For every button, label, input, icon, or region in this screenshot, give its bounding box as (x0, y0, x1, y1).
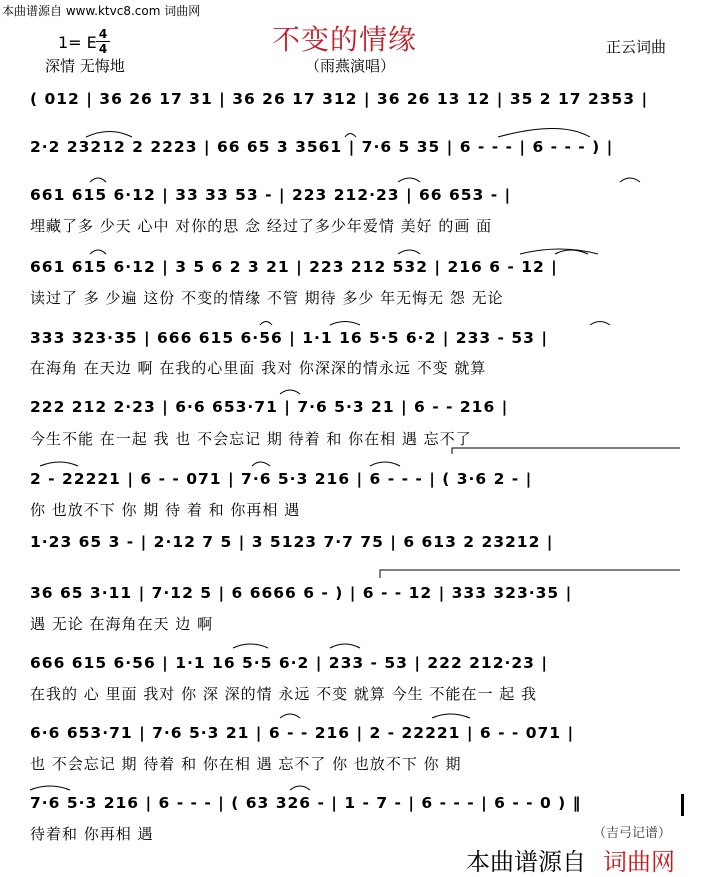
time-denominator: 4 (98, 42, 108, 56)
slur-arc (398, 178, 420, 182)
score-row-5-notes: 333 323·35 | 666 615 6·56 | 1·1 16 5·5 6·2 | 233 - 53 | (30, 329, 549, 347)
score-row-10-lyrics: 在我的 心 里面 我对 你 深 深的情 永远 不变 就算 今生 不能在一 起 我 (30, 685, 537, 703)
score-row-3-lyrics: 埋藏了多 少天 心中 对你的思 念 经过了多少年爱情 美好 的画 面 (30, 217, 493, 235)
performance-mood: 深情 无悔地 (45, 57, 125, 75)
volta-1-bracket (452, 448, 680, 454)
score-row-4-lyrics: 读过了 多 少遍 这份 不变的情缘 不管 期待 多少 年无悔无 怨 无论 (30, 289, 504, 307)
slur-arc (40, 462, 78, 466)
score-row-7-notes: 2 - 22221 | 6 - - 071 | 7·6 5·3 216 | 6 - - - | ( 3·6 2 - | (30, 470, 533, 488)
slur-arc (280, 390, 300, 394)
slur-arc (555, 250, 588, 254)
slur-arc (233, 644, 268, 648)
score-row-11-lyrics: 也 不会忘记 期 待着 和 你在相 遇 忘不了 你 也放不下 你 期 (30, 755, 462, 773)
footer-label: 本曲谱源自 (466, 848, 586, 876)
score-row-7-lyrics: 你 也放不下 你 期 待 着 和 你再相 遇 (30, 501, 301, 519)
song-title: 不变的情缘 (272, 23, 418, 56)
author-credit: 正云词曲 (606, 38, 667, 56)
slur-arc (345, 134, 356, 138)
score-row-12-lyrics: 待着和 你再相 遇 (30, 825, 154, 843)
volta-2-bracket (380, 570, 680, 578)
site-header: 本曲谱源自 www.ktvc8.com 词曲网 (2, 4, 201, 18)
slur-arc (330, 322, 360, 326)
slur-arc (398, 250, 420, 254)
score-row-6-lyrics: 今生不能 在一起 我 也 不会忘记 期 待着 和 你在相 遇 忘不了 (30, 430, 472, 448)
score-row-6-notes: 222 212 2·23 | 6·6 653·71 | 7·6 5·3 21 | 6 - - 216 | (30, 398, 509, 416)
score-row-8-notes: 1·23 65 3 - | 2·12 7 5 | 3 5123 7·7 75 | 6 613 2 23212 | (30, 533, 554, 551)
tie-arc (498, 129, 590, 138)
slur-arc (520, 249, 598, 254)
score-row-3-notes: 661 615 6·12 | 33 33 53 - | 223 212·23 | 66 653 - | (30, 186, 512, 204)
time-signature (96, 28, 110, 55)
score-row-9-lyrics: 遇 无论 在海角在天 边 啊 (30, 615, 214, 633)
slur-arc (260, 322, 272, 326)
slur-arc (280, 714, 300, 718)
score-row-12-notes: 7·6 5·3 216 | 6 - - - | ( 63 326 - | 1 - 7 - | 6 - - - | 6 - - 0 ) ‖ (30, 794, 582, 812)
slur-arc (90, 250, 106, 254)
score-row-1-notes: ( 012 | 36 26 17 31 | 36 26 17 312 | 36 26 13 12 | 35 2 17 2353 | (30, 90, 649, 108)
singer-credit: （雨燕演唱） (305, 57, 396, 75)
slur-arc (290, 786, 310, 790)
score-row-9-notes: 36 65 3·11 | 7·12 5 | 6 6666 6 - ) | 6 - - 12 | 333 323·35 | (30, 584, 573, 602)
score-row-4-notes: 661 615 6·12 | 3 5 6 2 3 21 | 223 212 532 | 216 6 - 12 | (30, 258, 558, 276)
slur-arc (86, 132, 132, 138)
score-row-5-lyrics: 在海角 在天边 啊 在我的心里面 我对 你深深的情永远 不变 就算 (30, 359, 487, 377)
final-barline (681, 794, 684, 816)
key-signature: 1= E (58, 33, 97, 52)
slur-arc (370, 462, 400, 466)
transcriber-credit: （吉弓记谱） (593, 826, 672, 841)
slur-arc (90, 178, 106, 182)
slur-arc (330, 644, 360, 648)
slur-arc (30, 786, 70, 790)
slur-arc (432, 714, 470, 718)
slur-arc (620, 178, 640, 182)
slur-arc (590, 322, 610, 326)
time-numerator: 4 (98, 27, 108, 41)
footer-site-name: 词曲网 (603, 848, 675, 876)
score-row-10-notes: 666 615 6·56 | 1·1 16 5·5 6·2 | 233 - 53 | 222 212·23 | (30, 654, 549, 672)
slur-arc (252, 462, 270, 466)
score-row-2-notes: 2·2 23212 2 2223 | 66 65 3 3561 | 7·6 5 35 | 6 - - - | 6 - - - ) | (30, 138, 614, 156)
score-row-11-notes: 6·6 653·71 | 7·6 5·3 21 | 6 - - 216 | 2 - 22221 | 6 - - 071 | (30, 724, 575, 742)
